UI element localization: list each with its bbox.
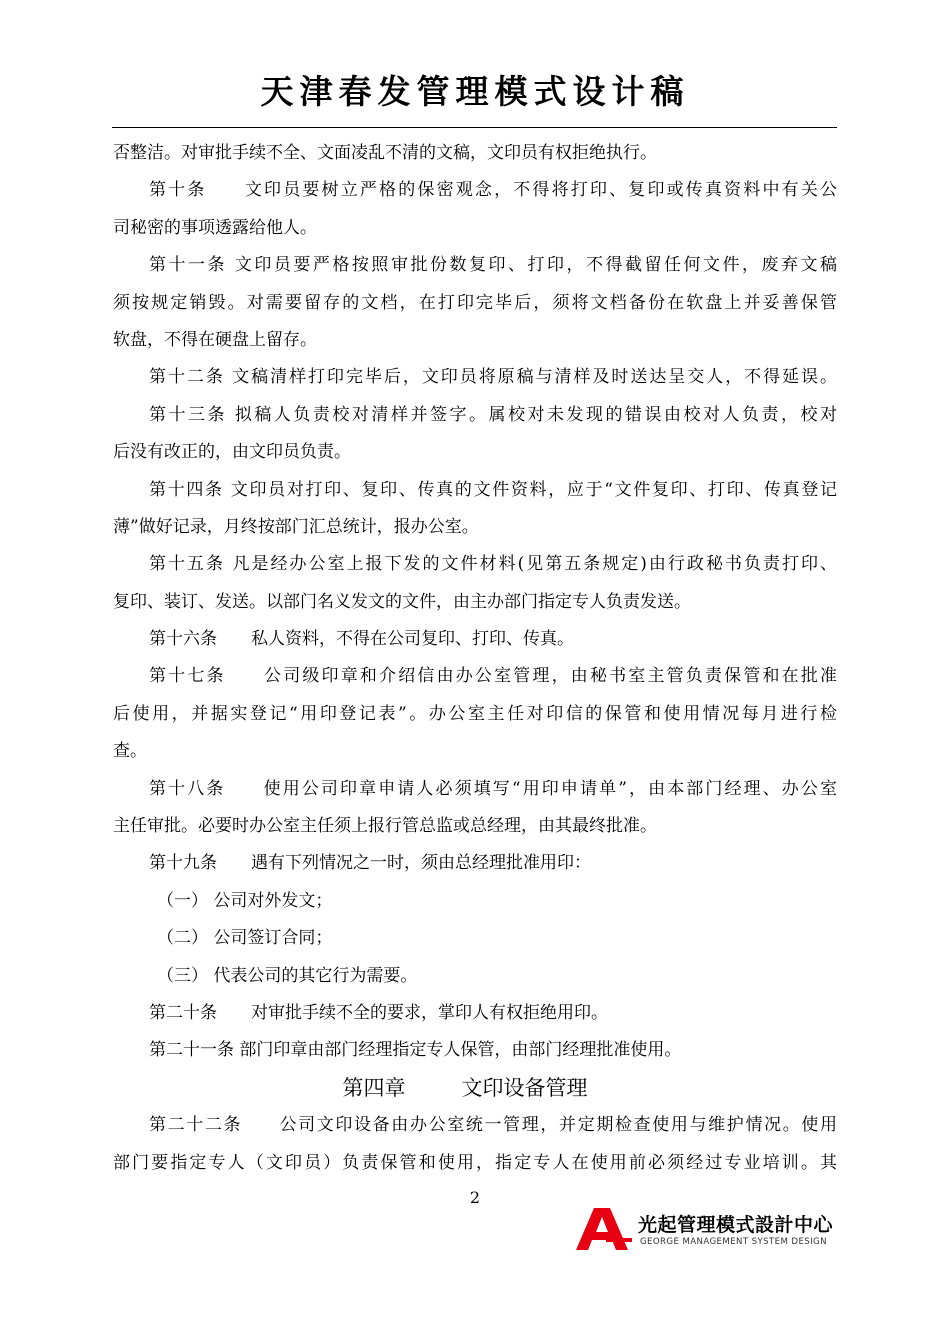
text-line: 第二十条 对审批手续不全的要求，掌印人有权拒绝用印。 (149, 1002, 608, 1023)
text-line: （二） 公司签订合同； (157, 928, 333, 949)
text-line: 软盘，不得在硬盘上留存。 (113, 329, 317, 350)
logo-chinese-name: 光起管理模式設計中心 (638, 1214, 834, 1236)
text-line: 第十八条 使用公司印章申请人必须填写“用印申请单”，由本部门经理、办公室 (149, 778, 837, 799)
text-line: 第二十一条 部门印章由部门经理指定专人保管，由部门经理批准使用。 (149, 1040, 682, 1061)
chapter-number: 第四章 (342, 1075, 406, 1100)
text-line: 第十一条 文印员要严格按照审批份数复印、打印，不得截留任何文件，废弃文稿 (149, 255, 837, 276)
text-line: 第十四条 文印员对打印、复印、传真的文件资料，应于“文件复印、打印、传真登记 (149, 479, 837, 500)
text-line: 第十条 文印员要树立严格的保密观念，不得将打印、复印或传真资料中有关公 (149, 180, 837, 201)
text-line: （一） 公司对外发文； (157, 890, 333, 911)
text-line: 主任审批。必要时办公室主任须上报行管总监或总经理，由其最终批准。 (113, 816, 657, 837)
text-line: （三） 代表公司的其它行为需要。 (157, 965, 418, 986)
text-line: 司秘密的事项透露给他人。 (113, 217, 317, 238)
chapter-heading (113, 1070, 837, 1107)
header-divider (112, 127, 837, 128)
text-line: 第十七条 公司级印章和介绍信由办公室管理，由秘书室主管负责保管和在批准 (149, 666, 837, 687)
document-body (113, 135, 837, 1182)
text-line: 复印、装订、发送。以部门名义发文的文件，由主办部门指定专人负责发送。 (113, 591, 691, 612)
text-line: 第十三条 拟稿人负责校对清样并签字。属校对未发现的错误由校对人负责，校对 (149, 404, 837, 425)
text-line: 须按规定销毁。对需要留存的文档，在打印完毕后，须将文档备份在软盘上并妥善保管 (113, 292, 837, 313)
text-line: 否整洁。对审批手续不全、文面凌乱不清的文稿，文印员有权拒绝执行。 (113, 143, 657, 163)
text-line: 后使用，并据实登记“用印登记表”。办公室主任对印信的保管和使用情况每月进行检 (113, 703, 837, 724)
company-logo (576, 1208, 838, 1252)
text-line: 第十六条 私人资料，不得在公司复印、打印、传真。 (149, 629, 574, 650)
logo-a-mark-icon (576, 1208, 632, 1250)
paragraph-block (113, 135, 837, 1070)
text-line: 第十二条 文稿清样打印完毕后，文印员将原稿与清样及时送达呈交人，不得延误。 (149, 367, 837, 388)
text-line: 第十五条 凡是经办公室上报下发的文件材料(见第五条规定)由行政秘书负责打印、 (149, 554, 837, 575)
text-line: 查。 (113, 741, 147, 762)
page-header (112, 70, 838, 114)
text-line: 后没有改正的，由文印员负责。 (113, 442, 351, 463)
text-line: 部门要指定专人（文印员）负责保管和使用，指定专人在使用前必须经过专业培训。其 (113, 1152, 837, 1173)
text-line: 薄”做好记录，月终按部门汇总统计，报办公室。 (113, 516, 479, 537)
document-title: 天津春发管理模式设计稿 (260, 72, 690, 111)
text-line: 第二十二条 公司文印设备由办公室统一管理，并定期检查使用与维护情况。使用 (149, 1115, 837, 1136)
text-line: 第十九条 遇有下列情况之一时，须由总经理批准用印： (149, 853, 591, 874)
paragraph-block (113, 1107, 837, 1182)
chapter-title: 文印设备管理 (461, 1075, 588, 1100)
page-number: 2 (469, 1188, 481, 1207)
logo-english-name: GEORGE MANAGEMENT SYSTEM DESIGN (640, 1237, 827, 1247)
